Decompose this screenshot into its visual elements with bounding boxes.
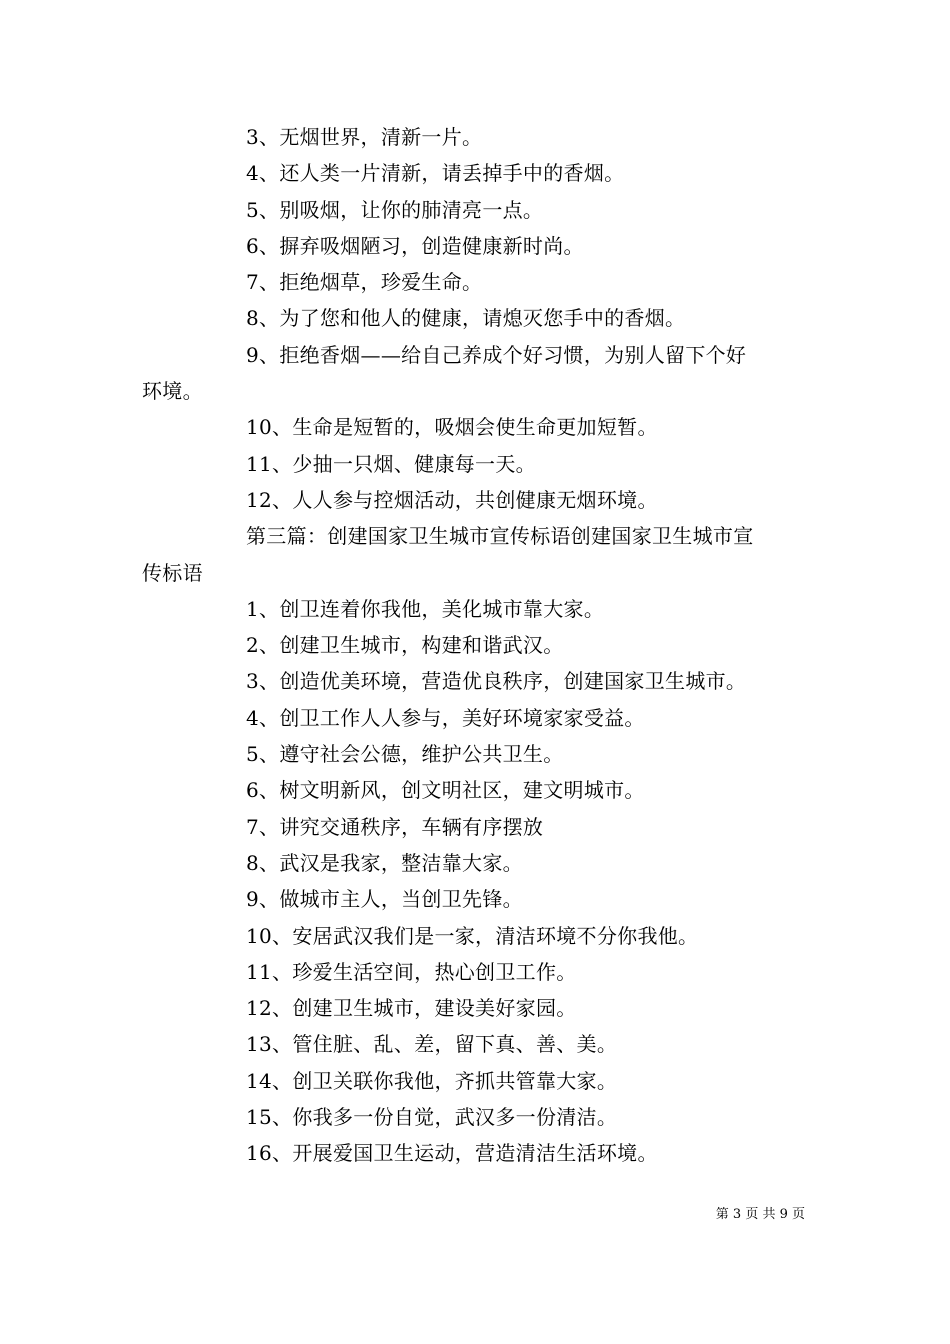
text-line: 2、创建卫生城市，构建和谐武汉。 <box>246 633 564 658</box>
text-line: 12、人人参与控烟活动，共创健康无烟环境。 <box>246 487 658 512</box>
text-line: 第三篇：创建国家卫生城市宣传标语创建国家卫生城市宣 <box>246 524 754 549</box>
text-line: 4、还人类一片清新，请丢掉手中的香烟。 <box>246 161 625 186</box>
text-line: 3、无烟世界，清新一片。 <box>246 125 483 149</box>
text-line: 4、创卫工作人人参与，美好环境家家受益。 <box>246 705 645 730</box>
text-line: 12、创建卫生城市，建设美好家园。 <box>246 996 577 1021</box>
page-footer: 第 3 页 共 9 页 <box>715 1207 805 1222</box>
text-line: 7、讲究交通秩序，车辆有序摆放 <box>246 814 544 839</box>
text-line: 9、做城市主人，当创卫先锋。 <box>246 887 523 912</box>
text-line: 5、遵守社会公德，维护公共卫生。 <box>246 742 564 767</box>
text-line: 传标语 <box>142 560 203 585</box>
text-line: 8、武汉是我家，整洁靠大家。 <box>246 850 523 875</box>
text-line: 3、创造优美环境，营造优良秩序，创建国家卫生城市。 <box>246 669 747 694</box>
text-line: 10、安居武汉我们是一家，清洁环境不分你我他。 <box>246 923 699 948</box>
text-line: 1、创卫连着你我他，美化城市靠大家。 <box>246 596 605 621</box>
text-line: 16、开展爱国卫生运动，营造清洁生活环境。 <box>246 1141 658 1166</box>
text-line: 6、树文明新风，创文明社区，建文明城市。 <box>246 778 645 803</box>
text-line: 9、拒绝香烟——给自己养成个好习惯，为别人留下个好 <box>246 342 747 367</box>
text-line: 7、拒绝烟草，珍爱生命。 <box>246 270 483 295</box>
text-line: 10、生命是短暂的，吸烟会使生命更加短暂。 <box>246 415 658 440</box>
text-line: 6、摒弃吸烟陋习，创造健康新时尚。 <box>246 233 584 258</box>
text-line: 8、为了您和他人的健康，请熄灭您手中的香烟。 <box>246 306 686 331</box>
text-line: 14、创卫关联你我他，齐抓共管靠大家。 <box>246 1068 618 1093</box>
text-line: 13、管住脏、乱、差，留下真、善、美。 <box>246 1032 618 1057</box>
document-body <box>142 119 812 1172</box>
text-line: 11、少抽一只烟、健康每一天。 <box>246 451 536 476</box>
text-line: 15、你我多一份自觉，武汉多一份清洁。 <box>246 1105 618 1130</box>
text-line: 环境。 <box>142 379 203 404</box>
text-line: 5、别吸烟，让你的肺清亮一点。 <box>246 197 544 222</box>
text-line: 11、珍爱生活空间，热心创卫工作。 <box>246 959 577 984</box>
